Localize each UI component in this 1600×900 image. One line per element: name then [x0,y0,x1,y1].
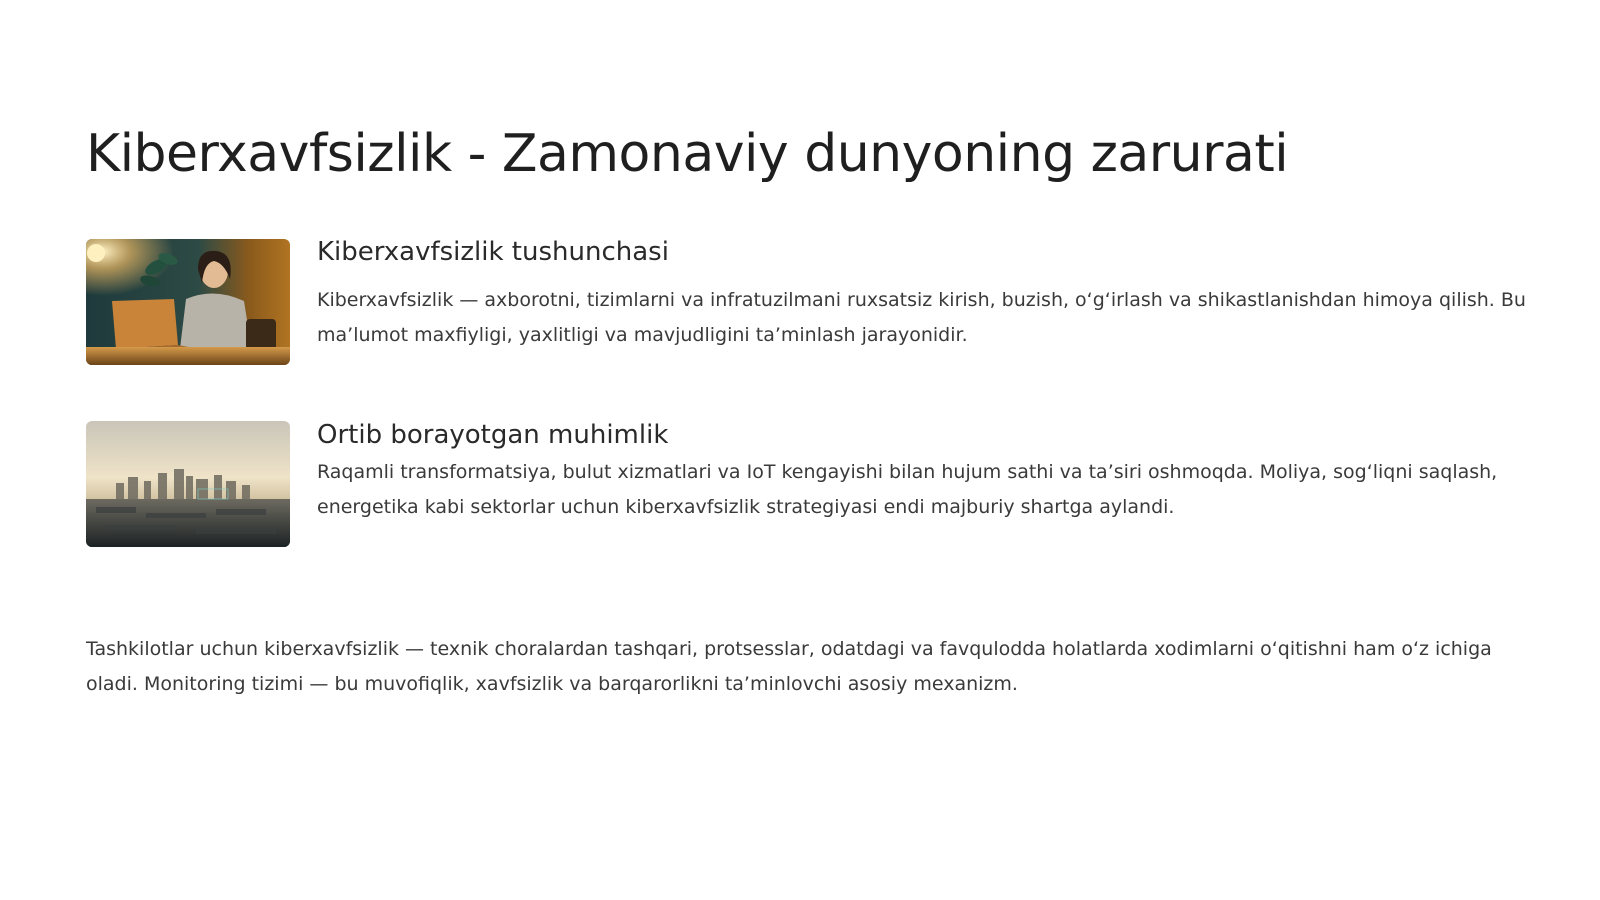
item-text [317,239,1557,353]
item-heading: Ortib borayotgan muhimlik [317,420,669,450]
item-text [317,421,1557,525]
person-at-laptop-image [86,239,290,365]
content-item [86,239,1556,365]
slide-title: Kiberxavfsizlik - Zamonaviy dunyoning zarurati [86,124,1289,184]
city-skyline-image [86,421,290,547]
item-body: Kiberxavfsizlik — axborotni, tizimlarni va infratuzilmani ruxsatsiz kirish, buzish, o‘g‘irlash va shikastlanishdan himoya qilish. Bu ma’lumot maxfiyligi, yaxlitligi va mavjudligini ta’minlash jarayonidir. [317,289,1526,346]
item-body: Raqamli transformatsiya, bulut xizmatlari va IoT kengayishi bilan hujum sathi va ta’siri oshmoqda. Moliya, sog‘liqni saqlash, energetika kabi sektorlar uchun kiberxavfsizlik strategiyasi endi majburiy shartga aylandi. [317,461,1498,518]
summary-paragraph: Tashkilotlar uchun kiberxavfsizlik — texnik choralardan tashqari, protsesslar, odatdagi va favqulodda holatlarda xodimlarni o‘qitishni ham o‘z ichiga oladi. Monitoring tizimi — bu muvofiqlik, xavfsizlik va barqarorlikni ta’minlovchi asosiy mexanizm. [86,638,1492,695]
content-item [86,421,1556,547]
item-heading: Kiberxavfsizlik tushunchasi [317,237,669,267]
